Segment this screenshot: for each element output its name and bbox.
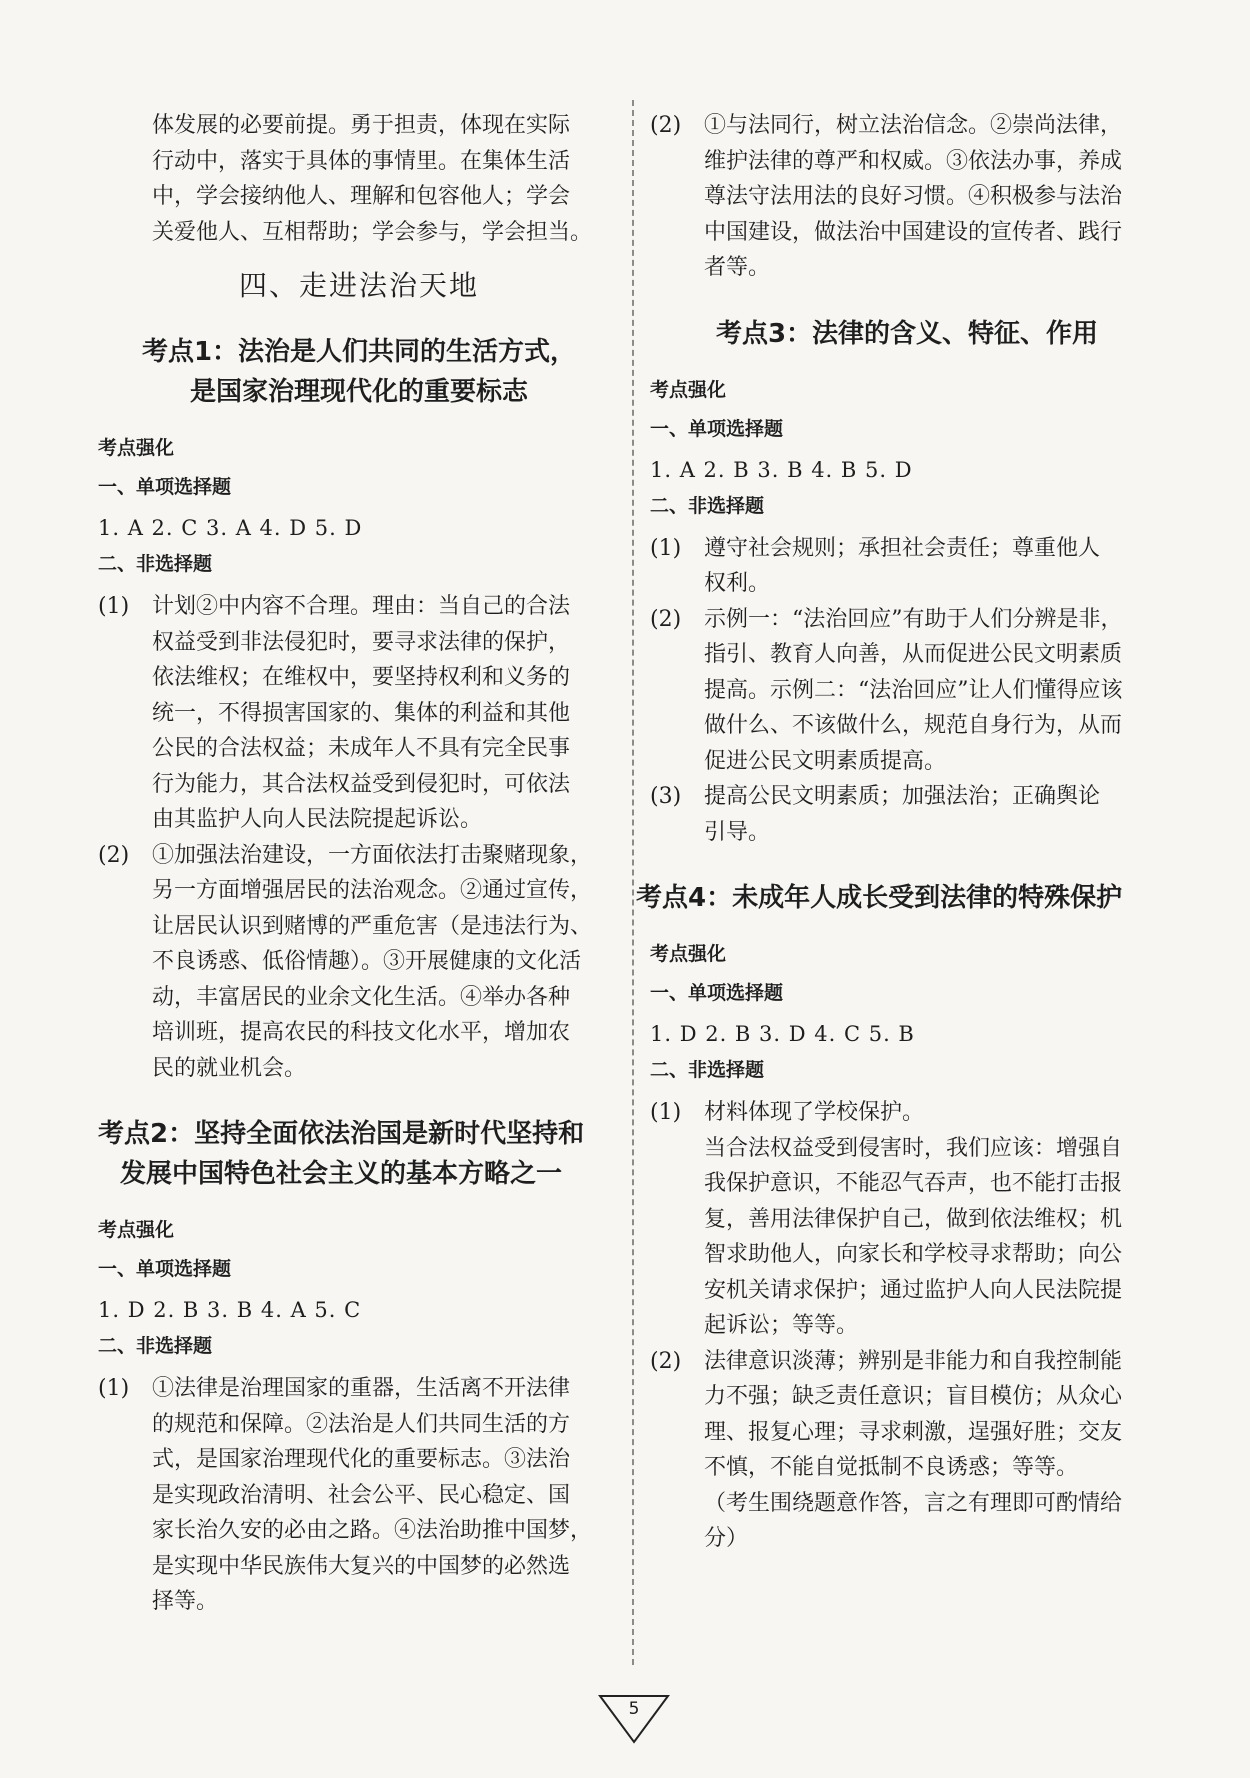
text-line: 安机关请求保护；通过监护人向人民法院提 (704, 1277, 1123, 1303)
text-line: 由其监护人向人民法院提起诉讼。 (152, 807, 483, 832)
item-number: (2) (650, 113, 682, 138)
text-line: 不良诱惑、低俗情趣）。③开展健康的文化活 (152, 949, 582, 974)
text-line: 是实现政治清明、社会公平、民心稳定、国 (152, 1482, 571, 1508)
non-choice-label: 二、非选择题 (98, 553, 213, 575)
page-number: 5 (628, 1699, 640, 1719)
reinforce-label: 考点强化 (98, 437, 175, 459)
text-line: 关爱他人、互相帮助；学会参与，学会担当。 (152, 219, 593, 245)
answer-item (98, 838, 620, 1087)
text-line: 不慎，不能自觉抵制不良诱惑；等等。 (704, 1455, 1079, 1480)
text-line: 另一方面增强居民的法治观念。②通过宣传， (152, 878, 593, 903)
text-line: ①法律是治理国家的重器，生活离不开法律 (152, 1376, 571, 1401)
text-line: 引导。 (704, 819, 771, 845)
single-choice-label: 一、单项选择题 (650, 982, 784, 1004)
text-line: 理、报复心理；寻求刺激，逞强好胜；交友 (704, 1419, 1123, 1445)
text-line: 材料体现了学校保护。 (704, 1100, 925, 1125)
heading-line: 是国家治理现代化的重要标志 (189, 377, 528, 407)
non-choice-label: 二、非选择题 (650, 494, 765, 517)
text-line: 遵守社会规则；承担社会责任；尊重他人 (704, 535, 1101, 561)
answer-item (650, 1344, 1164, 1557)
text-line: 中，学会接纳他人、理解和包容他人；学会 (152, 184, 571, 209)
text-line: ①与法同行，树立法治信念。②崇尚法律， (704, 113, 1123, 138)
text-line: 法律意识淡薄；辨别是非能力和自我控制能 (704, 1348, 1123, 1374)
non-choice-label: 二、非选择题 (650, 1059, 765, 1081)
text-line: 权利。 (704, 571, 771, 596)
text-line: （考生围绕题意作答，言之有理即可酌情给 (704, 1490, 1123, 1516)
text-line: 的规范和保障。②法治是人们共同生活的方 (152, 1411, 571, 1437)
item-number: (2) (650, 1348, 682, 1374)
single-choice-answers: 1. A 2. C 3. A 4. D 5. D (98, 516, 363, 540)
section-title: 四、走进法治天地 (238, 269, 479, 302)
text-line: 中国建设，做法治中国建设的宣传者、践行 (704, 219, 1123, 245)
answer-item (98, 1371, 620, 1620)
reinforce-label: 考点强化 (650, 943, 727, 965)
reinforce-label: 考点强化 (98, 1219, 175, 1241)
text-line: 力不强；缺乏责任意识；盲目模仿；从众心 (704, 1384, 1123, 1409)
reinforce-label: 考点强化 (650, 378, 727, 401)
item-number: (1) (650, 1100, 682, 1125)
answer-item (650, 779, 1164, 850)
text-line: 让居民认识到赌博的严重危害（是违法行为、 (152, 913, 593, 939)
single-choice-label: 一、单项选择题 (98, 476, 232, 498)
text-line: 促进公民文明素质提高。 (704, 748, 947, 774)
text-line: 智求助他人，向家长和学校寻求帮助；向公 (704, 1242, 1123, 1267)
text-line: 做什么、不该做什么，规范自身行为，从而 (704, 713, 1123, 738)
text-line: 者等。 (704, 255, 771, 280)
text-line: 指引、教育人向善，从而促进公民文明素质 (704, 642, 1123, 667)
item-number: (2) (98, 842, 130, 868)
item-number: (3) (650, 784, 682, 809)
text-line: 计划②中内容不合理。理由：当自己的合法 (152, 594, 571, 619)
text-line: 提高公民文明素质；加强法治；正确舆论 (704, 784, 1101, 809)
text-line: 权益受到非法侵犯时，要寻求法律的保护， (152, 629, 571, 655)
text-line: ①加强法治建设，一方面依法打击聚赌现象， (152, 842, 593, 868)
text-line: 培训班，提高农民的科技文化水平，增加农 (152, 1020, 571, 1045)
page-number-badge (596, 1692, 672, 1746)
topic-4-heading: 考点4：未成年人成长受到法律的特殊保护 (636, 883, 1123, 913)
item-number: (2) (650, 606, 682, 632)
left-column (98, 108, 620, 1620)
text-line: 复，善用法律保护自己，做到依法维权；机 (704, 1206, 1123, 1232)
heading-line: 考点1：法治是人们共同的生活方式， (141, 337, 577, 367)
text-line: 择等。 (152, 1589, 219, 1614)
single-choice-answers: 1. D 2. B 3. D 4. C 5. B (650, 1022, 915, 1046)
text-line: 式，是国家治理现代化的重要标志。③法治 (152, 1447, 571, 1472)
text-line: 统一，不得损害国家的、集体的利益和其他 (152, 700, 571, 726)
text-line: 尊法守法用法的良好习惯。④积极参与法治 (704, 184, 1123, 209)
intro-paragraph (98, 108, 620, 250)
heading-line: 发展中国特色社会主义的基本方略之一 (120, 1159, 563, 1189)
answer-item (650, 531, 1164, 602)
text-line: 是实现中华民族伟大复兴的中国梦的必然选 (152, 1553, 571, 1579)
topic-3-heading: 考点3：法律的含义、特征、作用 (715, 318, 1099, 349)
text-line: 民的就业机会。 (152, 1055, 307, 1081)
item-number: (1) (650, 535, 682, 561)
answer-item (650, 1095, 1164, 1344)
heading-line: 考点2：坚持全面依法治国是新时代坚持和 (98, 1119, 585, 1149)
topic-2-heading (98, 1114, 620, 1194)
text-line: 起诉讼；等等。 (704, 1313, 859, 1338)
answer-item (650, 108, 1164, 286)
non-choice-label: 二、非选择题 (98, 1335, 213, 1357)
text-line: 我保护意识，不能忍气吞声，也不能打击报 (704, 1171, 1123, 1196)
text-line: 动，丰富居民的业余文化生活。④举办各种 (152, 984, 571, 1010)
text-line: 依法维权；在维权中，要坚持权利和义务的 (152, 665, 571, 690)
single-choice-answers: 1. D 2. B 3. B 4. A 5. C (98, 1298, 362, 1322)
right-column (636, 108, 1164, 1557)
text-line: 分） (704, 1526, 749, 1551)
topic-1-heading (98, 332, 620, 412)
text-line: 公民的合法权益；未成年人不具有完全民事 (152, 736, 571, 761)
column-divider (632, 100, 634, 1665)
single-choice-label: 一、单项选择题 (650, 417, 784, 440)
text-line: 体发展的必要前提。勇于担责，体现在实际 (152, 113, 571, 138)
item-number: (1) (98, 594, 130, 619)
text-line: 行为能力，其合法权益受到侵犯时，可依法 (152, 771, 571, 797)
text-line: 维护法律的尊严和权威。③依法办事，养成 (704, 148, 1123, 174)
text-line: 示例一：“法治回应”有助于人们分辨是非， (704, 606, 1123, 632)
text-line: 家长治久安的必由之路。④法治助推中国梦， (152, 1518, 593, 1543)
text-line: 当合法权益受到侵害时，我们应该：增强自 (704, 1135, 1123, 1161)
answer-item (650, 602, 1164, 780)
single-choice-answers: 1. A 2. B 3. B 4. B 5. D (650, 457, 913, 482)
item-number: (1) (98, 1376, 130, 1401)
text-line: 行动中，落实于具体的事情里。在集体生活 (152, 148, 571, 174)
single-choice-label: 一、单项选择题 (98, 1258, 232, 1280)
text-line: 提高。示例二：“法治回应”让人们懂得应该 (704, 677, 1123, 703)
answer-item (98, 589, 620, 838)
